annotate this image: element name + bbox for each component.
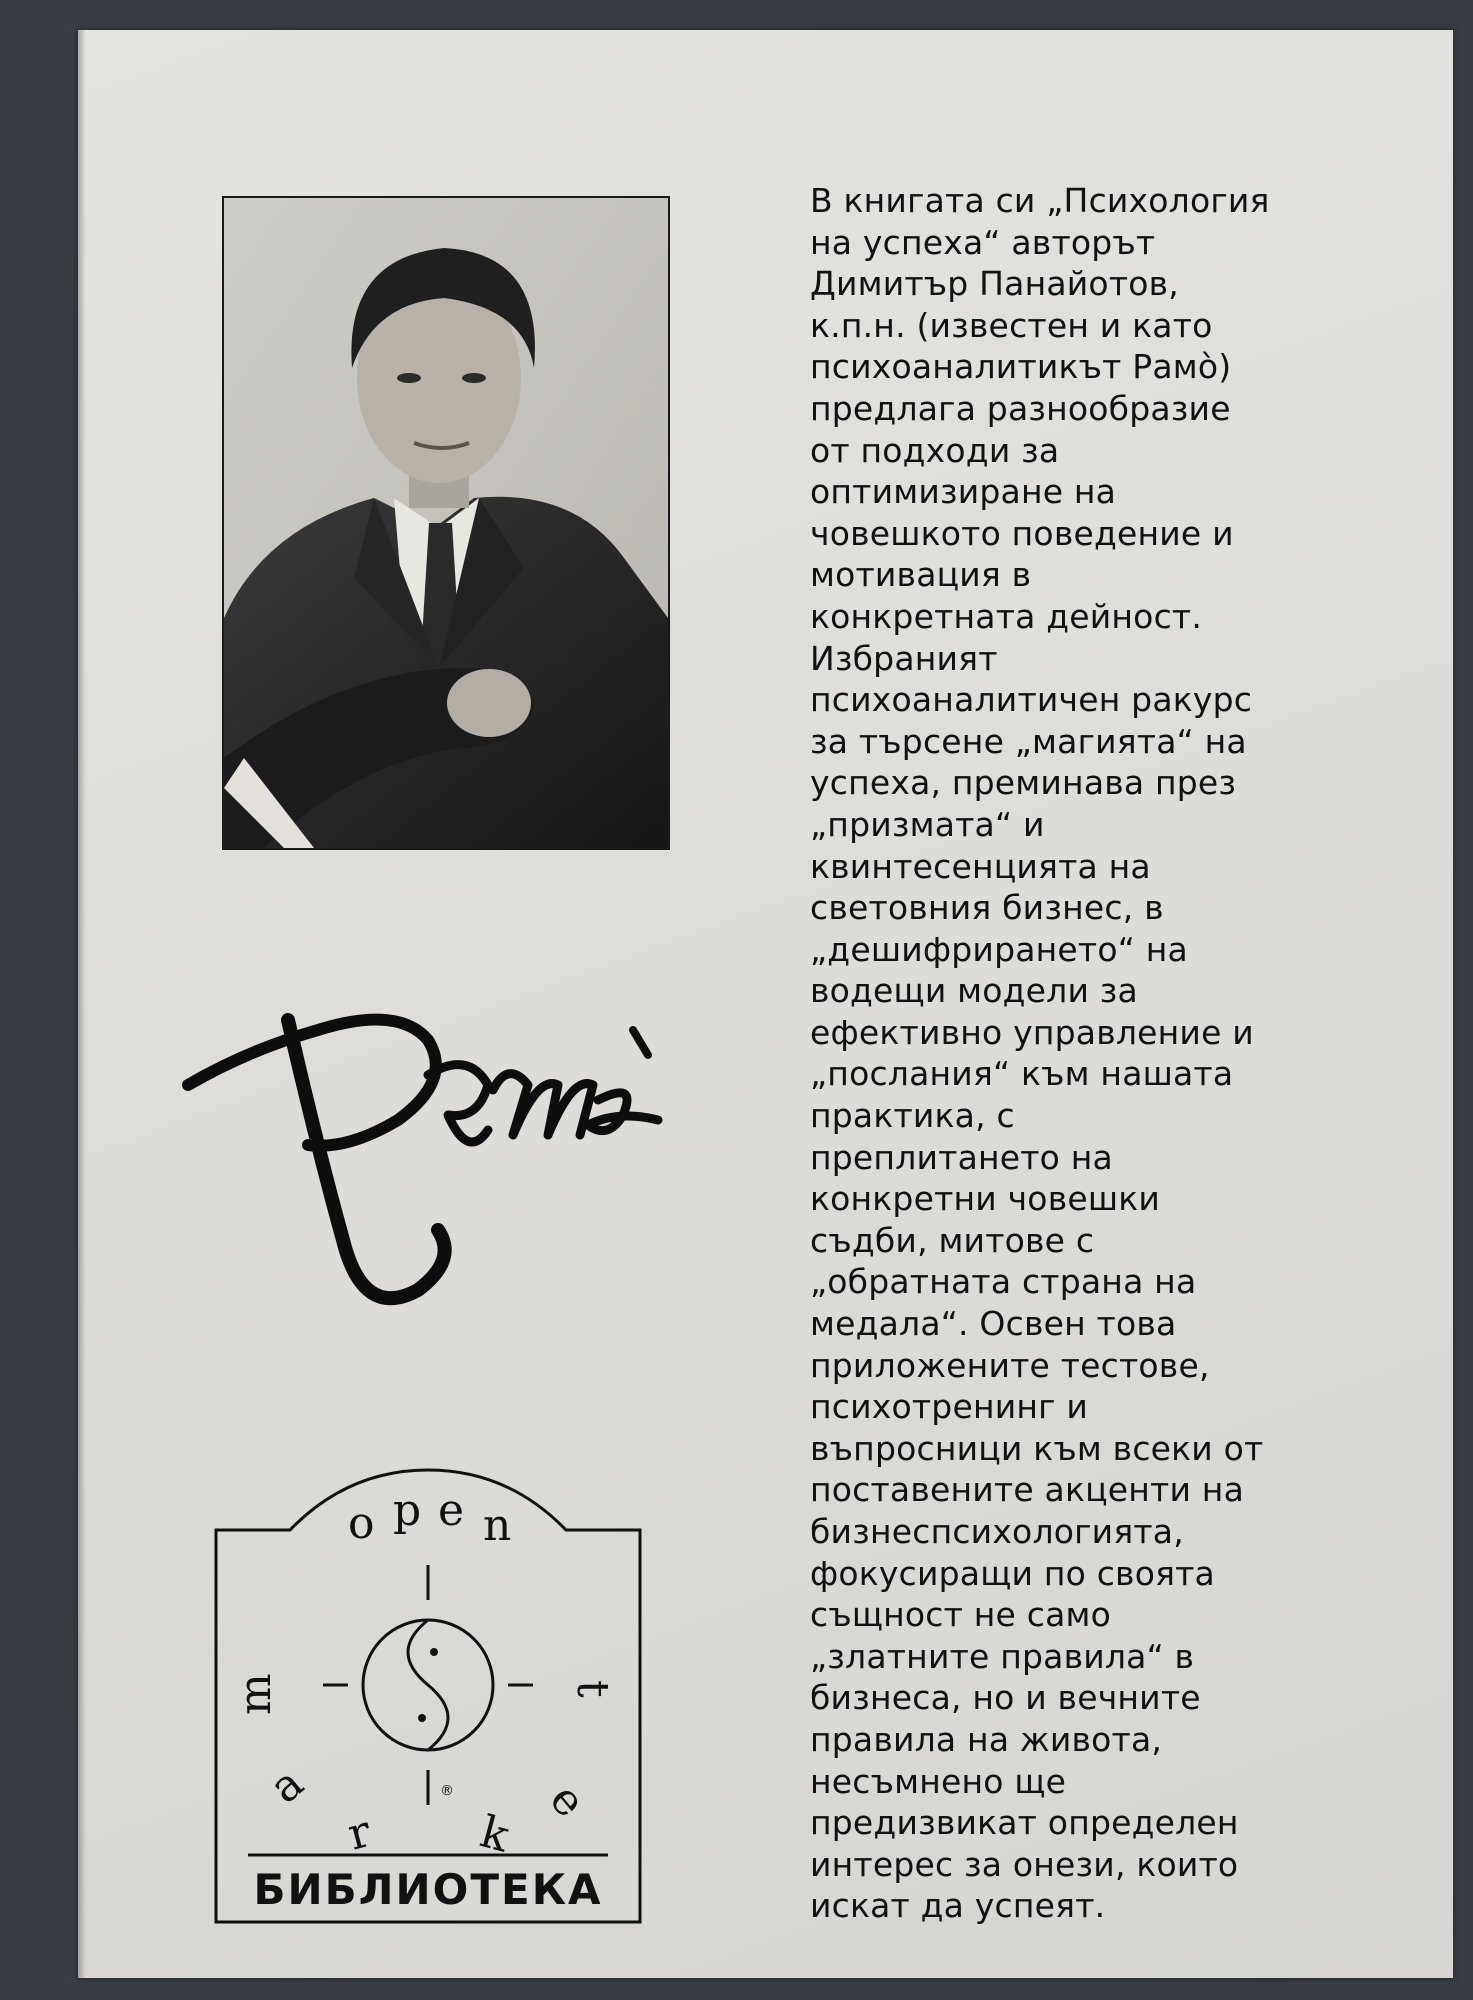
logo-letter-e2: e [539, 1774, 596, 1828]
author-photo [222, 196, 670, 850]
author-signature [168, 910, 688, 1370]
open-market-emblem [208, 1460, 648, 1930]
cover-edge-shadow [78, 30, 86, 1978]
author-photo-image [224, 198, 668, 848]
logo-letter-r: r [342, 1805, 377, 1861]
book-back-cover [78, 30, 1453, 1978]
portrait-illustration [224, 198, 668, 848]
logo-letter-o: o [348, 1498, 375, 1549]
registered-mark: ® [440, 1783, 454, 1799]
logo-letter-k: k [475, 1806, 515, 1863]
logo-letter-n: n [483, 1500, 512, 1551]
logo-letter-a: a [260, 1757, 314, 1814]
logo-letter-t: t [567, 1680, 618, 1698]
logo-letter-m: m [230, 1673, 281, 1715]
publisher-logo [208, 1460, 648, 1930]
signature-graphic [168, 910, 688, 1370]
logo-letter-e: e [438, 1485, 465, 1536]
logo-caption: БИБЛИОТЕКА [253, 1865, 603, 1914]
logo-letter-p: p [393, 1485, 422, 1536]
book-description: В книгата си „Психология на успеха“ авторът Димитър Панайотов, к.п.н. (известен и като психоаналитикът Рамò) предлага разнообразие от подходи за оптимизиране на човешкото поведение и мотивация в конкретната дейност. Избраният психоаналитичен ракурс за търсене „магията“ на успеха, преминава през „призмата“ и квинтесенцията на световния бизнес, в „дешифрирането“ на водещи модели за ефективно управление и „послания“ към нашата практика, с преплитането на конкретни човешки съдби, митове с „обратната страна на медала“. Освен това приложените тестове, психотренинг и въпросници към всеки от поставените акценти на бизнеспсихологията, фокусиращи по своята същност не само „златните правила“ в бизнеса, но и вечните правила на живота, несъмнено ще предизвикат определен интерес за онези, които искат да успеят. [810, 181, 1270, 1926]
